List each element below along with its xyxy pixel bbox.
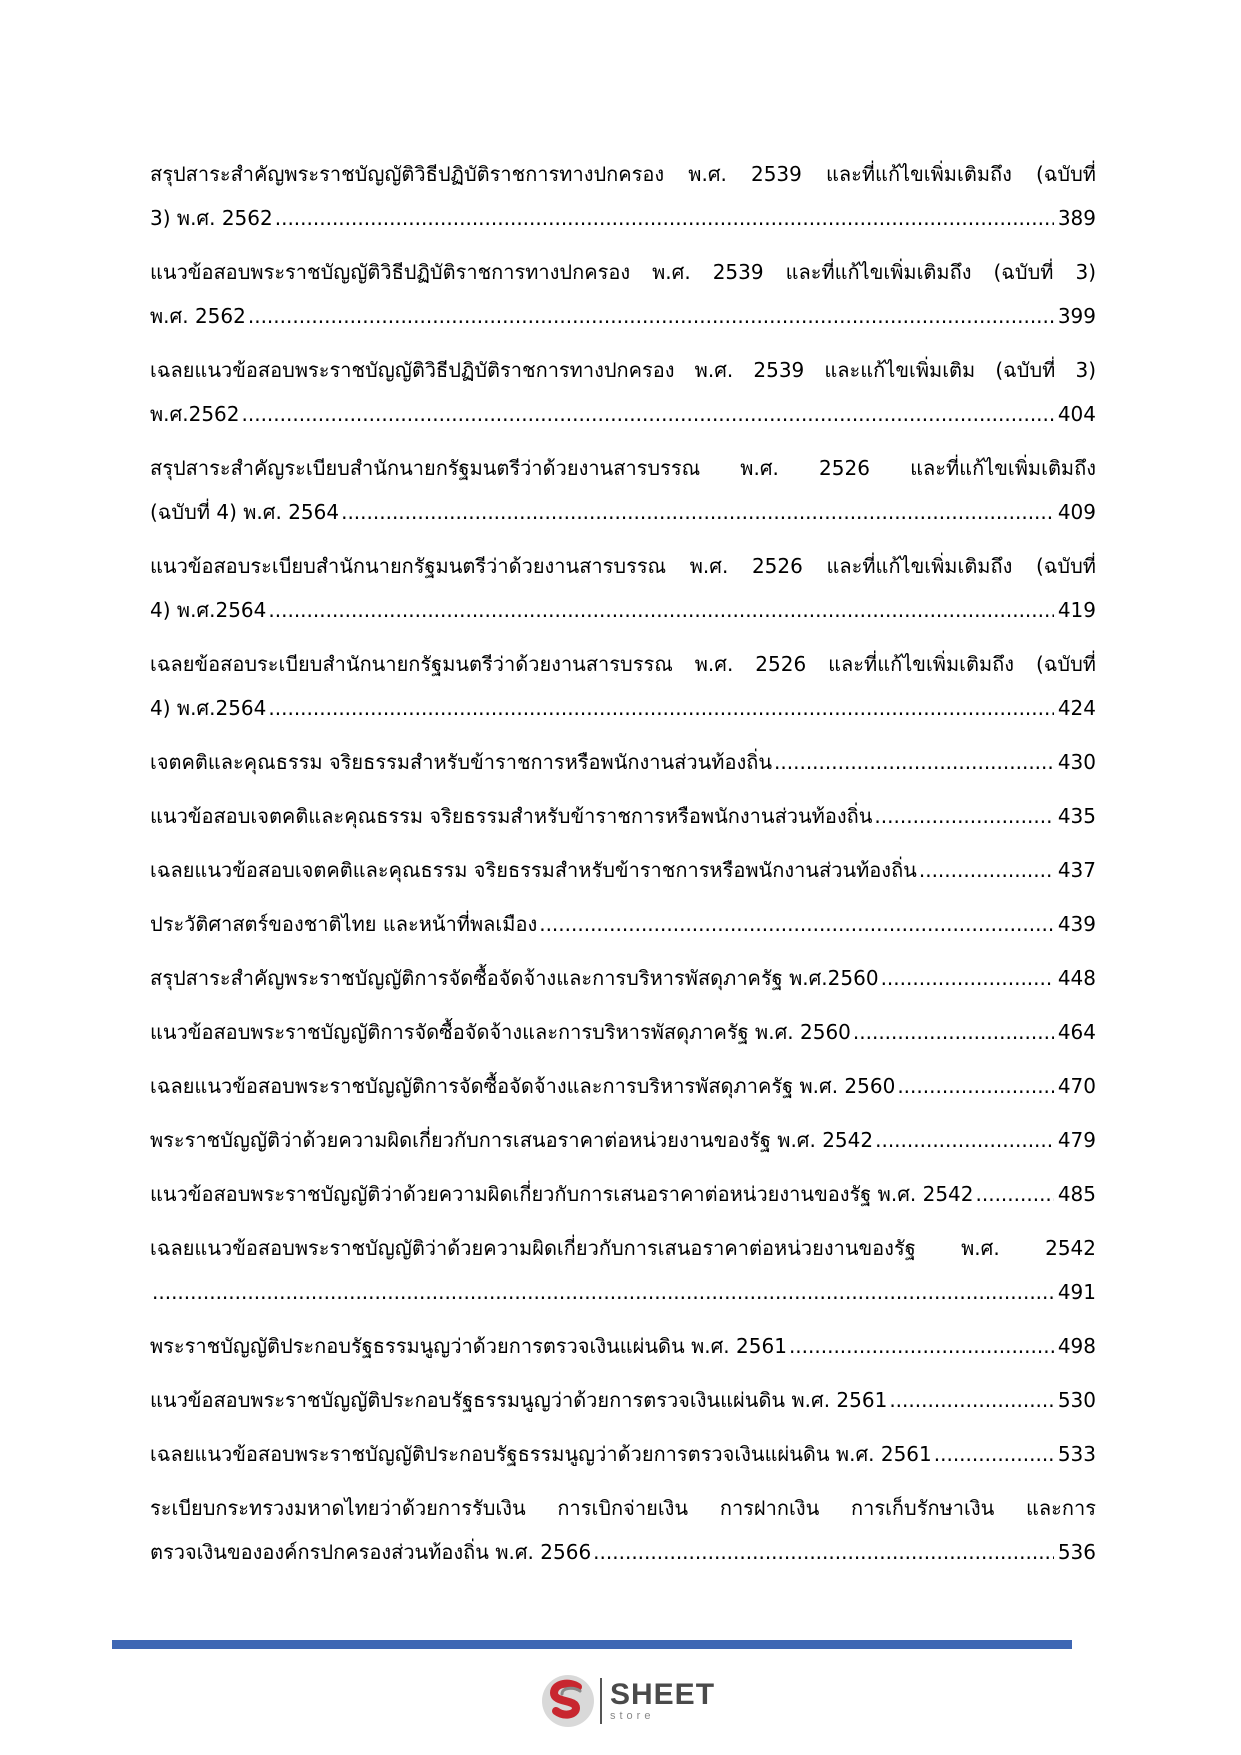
- toc-dot-leader: [853, 1010, 1054, 1054]
- toc-entry-title-line: เฉลยแนวข้อสอบพระราชบัญญัติประกอบรัฐธรรมนูญว่าด้วยการตรวจเงินแผ่นดิน พ.ศ. 2561: [150, 1442, 932, 1466]
- toc-entry[interactable]: [150, 1226, 1096, 1314]
- toc-entry[interactable]: [150, 902, 1096, 946]
- toc-dot-leader: [976, 1172, 1054, 1216]
- toc-entry-title-line: 3) พ.ศ. 2562: [150, 206, 273, 230]
- toc-entry-title-line: (ฉบับที่ 4) พ.ศ. 2564: [150, 500, 340, 524]
- toc-entry-title-line: พ.ศ. 2562: [150, 304, 246, 328]
- toc-page-number: 424: [1057, 696, 1096, 720]
- logo-main-text: SHEET: [610, 1678, 716, 1711]
- toc-entry[interactable]: [150, 642, 1096, 730]
- toc-entry-last-line: [150, 794, 1096, 838]
- footer-divider: [112, 1640, 1072, 1649]
- toc-entry-title-line: พระราชบัญญัติประกอบรัฐธรรมนูญว่าด้วยการตรวจเงินแผ่นดิน พ.ศ. 2561: [150, 1334, 787, 1358]
- toc-dot-leader: [881, 956, 1054, 1000]
- toc-entry-title-line: แนวข้อสอบพระราชบัญญัติว่าด้วยความผิดเกี่ยวกับการเสนอราคาต่อหน่วยงานของรัฐ พ.ศ. 2542: [150, 1182, 974, 1206]
- toc-page-number: 491: [1057, 1280, 1096, 1304]
- toc-entry-last-line: [150, 740, 1096, 784]
- toc-entry-last-line: [150, 1378, 1096, 1422]
- logo-sub-text: store: [610, 1710, 655, 1722]
- toc-entry-last-line: [150, 848, 1096, 892]
- toc-dot-leader: [275, 196, 1054, 240]
- toc-entry-title-line: เฉลยแนวข้อสอบเจตคติและคุณธรรม จริยธรรมสำหรับข้าราชการหรือพนักงานส่วนท้องถิ่น: [150, 858, 917, 882]
- toc-entry[interactable]: [150, 348, 1096, 436]
- toc-dot-leader: [789, 1324, 1054, 1368]
- toc-dot-leader: [919, 848, 1054, 892]
- toc-page-number: 399: [1057, 304, 1096, 328]
- toc-dot-leader: [248, 294, 1054, 338]
- toc-dot-leader: [774, 740, 1054, 784]
- toc-entry-last-line: [150, 956, 1096, 1000]
- toc-dot-leader: [341, 490, 1054, 534]
- toc-entry-title-line: แนวข้อสอบพระราชบัญญัติประกอบรัฐธรรมนูญว่าด้วยการตรวจเงินแผ่นดิน พ.ศ. 2561: [150, 1388, 888, 1412]
- toc-entry[interactable]: [150, 152, 1096, 240]
- toc-dot-leader: [268, 686, 1053, 730]
- toc-entry-title-line: สรุปสาระสำคัญพระราชบัญญัติวิธีปฏิบัติราชการทางปกครอง พ.ศ. 2539 และที่แก้ไขเพิ่มเติมถึง (ฉบับที่: [150, 162, 1096, 186]
- logo-divider: [600, 1678, 602, 1724]
- toc-entry-title-line: แนวข้อสอบพระราชบัญญัติการจัดซื้อจัดจ้างและการบริหารพัสดุภาครัฐ พ.ศ. 2560: [150, 1020, 851, 1044]
- toc-page-number: 435: [1057, 804, 1096, 828]
- toc-page-number: 409: [1057, 500, 1096, 524]
- toc-entry-last-line: [150, 1064, 1096, 1108]
- toc-entry[interactable]: [150, 1010, 1096, 1054]
- toc-entry-last-line: [150, 490, 1096, 534]
- toc-entry-last-line: [150, 1432, 1096, 1476]
- toc-dot-leader: [889, 1378, 1053, 1422]
- toc-entry[interactable]: [150, 1064, 1096, 1108]
- toc-page-number: 464: [1057, 1020, 1096, 1044]
- toc-page-number: 439: [1057, 912, 1096, 936]
- toc-entry[interactable]: [150, 740, 1096, 784]
- toc-dot-leader: [874, 794, 1053, 838]
- toc-entry[interactable]: [150, 1324, 1096, 1368]
- toc-entry-title-line: เฉลยแนวข้อสอบพระราชบัญญัติการจัดซื้อจัดจ้างและการบริหารพัสดุภาครัฐ พ.ศ. 2560: [150, 1074, 896, 1098]
- toc-dot-leader: [152, 1270, 1054, 1314]
- toc-entry-title-line: พ.ศ.2562: [150, 402, 240, 426]
- toc-dot-leader: [539, 902, 1054, 946]
- toc-entry[interactable]: [150, 446, 1096, 534]
- toc-entry[interactable]: [150, 1172, 1096, 1216]
- toc-page-number: 437: [1057, 858, 1096, 882]
- toc-entry-last-line: [150, 1270, 1096, 1314]
- sheet-store-s-icon: [540, 1673, 596, 1729]
- toc-entry-last-line: [150, 588, 1096, 632]
- toc-entry-title-line: แนวข้อสอบพระราชบัญญัติวิธีปฏิบัติราชการทางปกครอง พ.ศ. 2539 และที่แก้ไขเพิ่มเติมถึง (ฉบับที่ 3): [150, 260, 1096, 284]
- toc-entry-title-line: ตรวจเงินขององค์กรปกครองส่วนท้องถิ่น พ.ศ. 2566: [150, 1540, 592, 1564]
- toc-dot-leader: [242, 392, 1054, 436]
- toc-dot-leader: [875, 1118, 1054, 1162]
- toc-entry-last-line: [150, 686, 1096, 730]
- toc-entry-last-line: [150, 294, 1096, 338]
- logo-text: [610, 1680, 715, 1722]
- toc-entry[interactable]: [150, 1432, 1096, 1476]
- toc-page-number: 479: [1057, 1128, 1096, 1152]
- sheet-store-logo: [540, 1672, 715, 1730]
- toc-dot-leader: [593, 1530, 1054, 1574]
- toc-entry-last-line: [150, 1118, 1096, 1162]
- toc-page-number: 448: [1057, 966, 1096, 990]
- toc-entry-title-line: ระเบียบกระทรวงมหาดไทยว่าด้วยการรับเงิน การเบิกจ่ายเงิน การฝากเงิน การเก็บรักษาเงิน และการ: [150, 1496, 1096, 1520]
- toc-entry[interactable]: [150, 848, 1096, 892]
- toc-entry[interactable]: [150, 794, 1096, 838]
- toc-dot-leader: [934, 1432, 1054, 1476]
- toc-entry-title-line: 4) พ.ศ.2564: [150, 696, 267, 720]
- toc-entry-title-line: เฉลยข้อสอบระเบียบสำนักนายกรัฐมนตรีว่าด้วยงานสารบรรณ พ.ศ. 2526 และที่แก้ไขเพิ่มเติมถึง (ฉบับที่: [150, 652, 1096, 676]
- toc-page-number: 536: [1057, 1540, 1096, 1564]
- toc-entry[interactable]: [150, 1378, 1096, 1422]
- toc-page-number: 470: [1057, 1074, 1096, 1098]
- toc-page-number: 389: [1057, 206, 1096, 230]
- toc-entry-title-line: เฉลยแนวข้อสอบพระราชบัญญัติวิธีปฏิบัติราชการทางปกครอง พ.ศ. 2539 และแก้ไขเพิ่มเติม (ฉบับที่ 3): [150, 358, 1096, 382]
- toc-page-number: 498: [1057, 1334, 1096, 1358]
- toc-page-number: 430: [1057, 750, 1096, 774]
- toc-entry-last-line: [150, 1010, 1096, 1054]
- toc-page-number: 530: [1057, 1388, 1096, 1412]
- toc-entry-last-line: [150, 902, 1096, 946]
- toc-entry[interactable]: [150, 544, 1096, 632]
- toc-dot-leader: [268, 588, 1053, 632]
- toc-entry-title-line: พระราชบัญญัติว่าด้วยความผิดเกี่ยวกับการเสนอราคาต่อหน่วยงานของรัฐ พ.ศ. 2542: [150, 1128, 874, 1152]
- toc-entry-title-line: สรุปสาระสำคัญระเบียบสำนักนายกรัฐมนตรีว่าด้วยงานสารบรรณ พ.ศ. 2526 และที่แก้ไขเพิ่มเติมถึง: [150, 456, 1096, 480]
- toc-entry-last-line: [150, 1324, 1096, 1368]
- toc-page-number: 485: [1057, 1182, 1096, 1206]
- toc-dot-leader: [897, 1064, 1053, 1108]
- toc-entry-title-line: แนวข้อสอบเจตคติและคุณธรรม จริยธรรมสำหรับข้าราชการหรือพนักงานส่วนท้องถิ่น: [150, 804, 873, 828]
- toc-entry-title-line: 4) พ.ศ.2564: [150, 598, 267, 622]
- toc-page-number: 533: [1057, 1442, 1096, 1466]
- toc-page-number: 419: [1057, 598, 1096, 622]
- toc-entry-last-line: [150, 1172, 1096, 1216]
- toc-page-number: 404: [1057, 402, 1096, 426]
- toc-entry-title-line: สรุปสาระสำคัญพระราชบัญญัติการจัดซื้อจัดจ้างและการบริหารพัสดุภาครัฐ พ.ศ.2560: [150, 966, 879, 990]
- toc-entry-title-line: ประวัติศาสตร์ของชาติไทย และหน้าที่พลเมือง: [150, 912, 538, 936]
- toc-entry[interactable]: [150, 1118, 1096, 1162]
- table-of-contents: [150, 152, 1096, 1584]
- toc-entry-last-line: [150, 1530, 1096, 1574]
- toc-entry-last-line: [150, 196, 1096, 240]
- toc-entry-title-line: แนวข้อสอบระเบียบสำนักนายกรัฐมนตรีว่าด้วยงานสารบรรณ พ.ศ. 2526 และที่แก้ไขเพิ่มเติมถึง (ฉบับที่: [150, 554, 1096, 578]
- toc-entry-title-line: เจตคติและคุณธรรม จริยธรรมสำหรับข้าราชการหรือพนักงานส่วนท้องถิ่น: [150, 750, 773, 774]
- toc-entry[interactable]: [150, 1486, 1096, 1574]
- toc-entry[interactable]: [150, 956, 1096, 1000]
- toc-entry[interactable]: [150, 250, 1096, 338]
- toc-entry-title-line: เฉลยแนวข้อสอบพระราชบัญญัติว่าด้วยความผิดเกี่ยวกับการเสนอราคาต่อหน่วยงานของรัฐ พ.ศ. 2542: [150, 1236, 1096, 1260]
- toc-entry-last-line: [150, 392, 1096, 436]
